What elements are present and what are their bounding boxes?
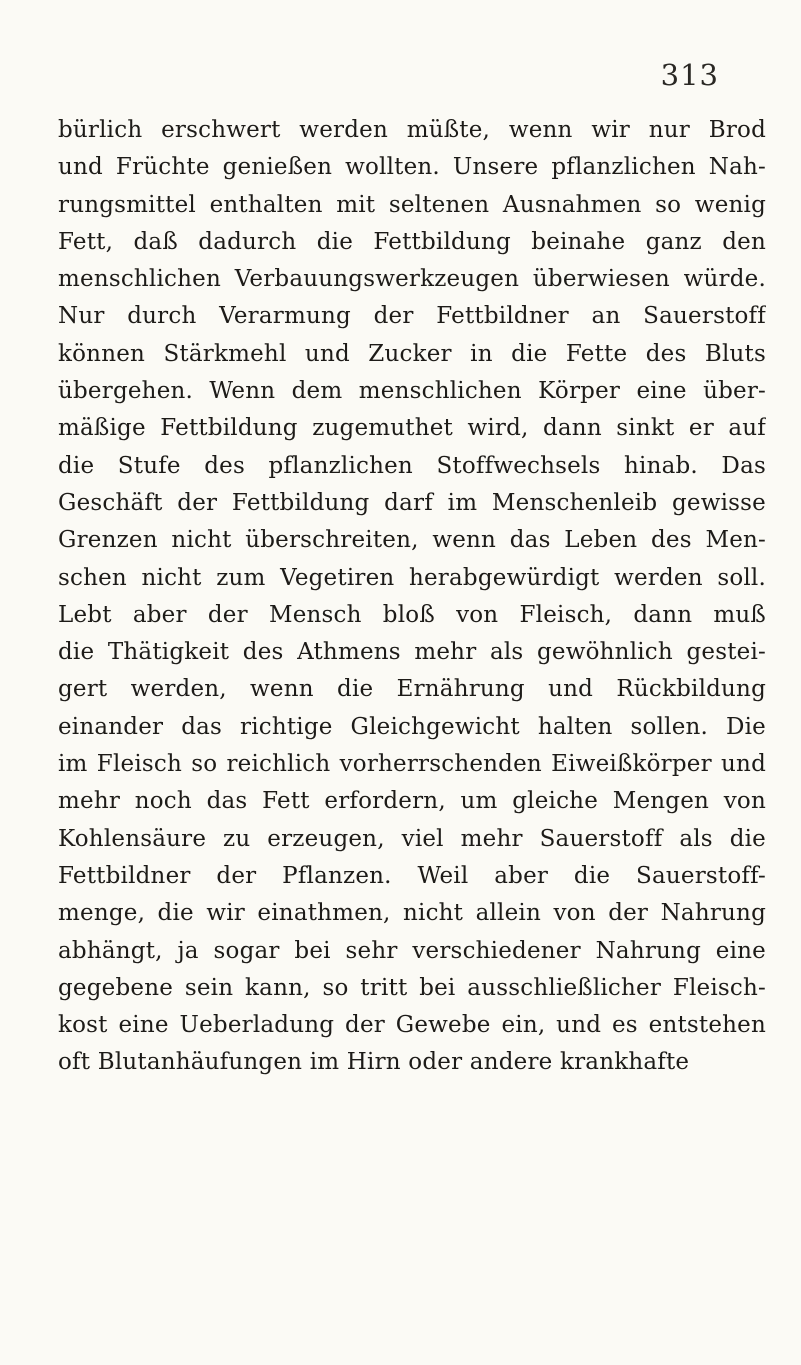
text-line: bürlich erschwert werden müßte, wenn wir nur Brod <box>58 117 766 143</box>
text-line: Geschäft der Fettbildung darf im Menschenleib gewisse <box>58 489 766 516</box>
text-line: kost eine Ueberladung der Gewebe ein, und es entstehen <box>58 1012 766 1039</box>
text-line: die Stufe des pflanzlichen Stoffwechsels hinab. Das <box>58 452 766 479</box>
text-line: menschlichen Verbauungswerkzeugen überwiesen würde. <box>58 266 766 293</box>
text-line: abhängt, ja sogar bei sehr verschiedener Nahrung eine <box>58 937 766 964</box>
text-line: Nur durch Verarmung der Fettbildner an Sauerstoff <box>58 303 766 330</box>
text-line: Lebt aber der Mensch bloß von Fleisch, dann muß <box>58 601 766 628</box>
text-line: oft Blutanhäufungen im Hirn oder andere krankhafte <box>58 1049 690 1076</box>
text-line: mehr noch das Fett erfordern, um gleiche Mengen von <box>58 788 766 815</box>
text-line: Fettbildner der Pflanzen. Weil aber die Sauerstoff- <box>58 862 766 889</box>
text-line: rungsmittel enthalten mit seltenen Ausnahmen so wenig <box>58 191 766 218</box>
text-line: menge, die wir einathmen, nicht allein von der Nahrung <box>58 900 766 927</box>
page-number: 313 <box>660 58 719 92</box>
text-line: im Fleisch so reichlich vorherrschenden Eiweißkörper und <box>58 751 766 778</box>
text-line: gegebene sein kann, so tritt bei ausschließlicher Fleisch- <box>58 974 766 1001</box>
text-line: Fett, daß dadurch die Fettbildung beinahe ganz den <box>58 228 766 255</box>
text-line: die Thätigkeit des Athmens mehr als gewöhnlich gestei- <box>58 639 766 666</box>
text-line: Kohlensäure zu erzeugen, viel mehr Sauerstoff als die <box>58 825 766 852</box>
text-line: und Früchte genießen wollten. Unsere pflanzlichen Nah- <box>58 154 766 181</box>
text-line: gert werden, wenn die Ernährung und Rückbildung <box>58 676 766 703</box>
body-text <box>58 112 766 1082</box>
text-line: können Stärkmehl und Zucker in die Fette des Bluts <box>58 340 766 367</box>
text-line: mäßige Fettbildung zugemuthet wird, dann sinkt er auf <box>58 415 766 442</box>
text-line: Grenzen nicht überschreiten, wenn das Leben des Men- <box>58 527 766 554</box>
text-line: einander das richtige Gleichgewicht halten sollen. Die <box>58 713 766 740</box>
text-line: schen nicht zum Vegetiren herabgewürdigt werden soll. <box>58 564 766 591</box>
text-line: übergehen. Wenn dem menschlichen Körper eine über- <box>58 378 766 405</box>
